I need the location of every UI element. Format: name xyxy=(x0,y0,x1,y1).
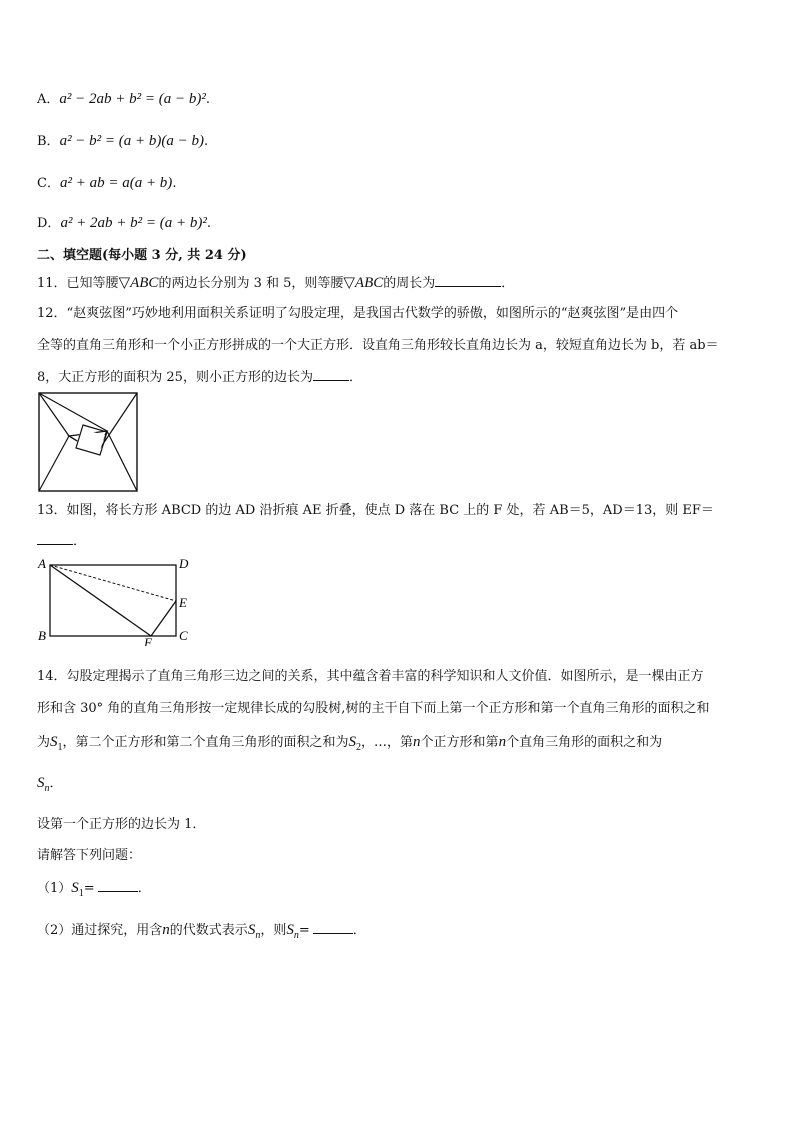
answer-blank[interactable] xyxy=(435,274,501,287)
answer-blank[interactable] xyxy=(313,921,353,934)
option-c: C．a² + ab = a(a + b). xyxy=(37,175,177,191)
label-a: A xyxy=(38,556,46,571)
segment-fe xyxy=(151,601,176,636)
question-14-line-3: 为$S_1$，第二个正方形和第二个直角三角形的面积之和为$S_2$，…，第n个正方形和第n个直角三角形的面积之和为 xyxy=(37,734,663,753)
label-c: C xyxy=(179,628,188,643)
question-13-line-2: ． xyxy=(37,530,86,549)
label-b: B xyxy=(38,628,46,643)
triangle-abc: ▽ABC xyxy=(118,275,159,291)
symbol-sn: $S_n$ xyxy=(37,775,50,794)
triangle-edge xyxy=(107,431,137,491)
question-14-line-1: 14．勾股定理揭示了直角三角形三边之间的关系，其中蕴含着丰富的科学知识和人文价值．如图所示，是一棵由正方 xyxy=(37,669,704,684)
question-14-given: 设第一个正方形的边长为 1． xyxy=(37,817,206,832)
question-11: 11．已知等腰▽ABC的两边长分别为 3 和 5，则等腰▽ABC的周长为 ． xyxy=(37,275,515,291)
question-14-sn: $S_n$． xyxy=(37,775,63,794)
segment-af xyxy=(50,565,151,636)
question-12-line-2: 全等的直角三角形和一个小正方形拼成的一个大正方形．设直角三角形较长直角边长为 a，较短直角边长为 b，若 ab＝ xyxy=(37,338,719,353)
symbol-s1: $S_1$ xyxy=(71,880,84,899)
label-d: D xyxy=(179,556,189,571)
triangle-edge xyxy=(39,436,69,491)
answer-blank[interactable] xyxy=(37,532,73,545)
question-13-line-1: 13．如图，将长方形 ABCD 的边 AD 沿折痕 AE 折叠，使点 D 落在 BC 上的 F 处，若 AB＝5，AD＝13，则 EF＝ xyxy=(37,503,714,518)
section-title: 二、填空题(每小题 3 分, 共 24 分) xyxy=(37,248,247,263)
answer-blank[interactable] xyxy=(98,879,138,892)
question-12-line-3: 8，大正方形的面积为 25，则小正方形的边长为 ． xyxy=(37,370,362,385)
option-d-expr: a² + 2ab + b² = (a + b)² xyxy=(60,215,207,231)
option-c-expr: a² + ab = a(a + b) xyxy=(59,175,173,191)
symbol-sn: $S_n$ xyxy=(247,922,261,941)
question-12-line-1: 12．“赵爽弦图”巧妙地利用面积关系证明了勾股定理，是我国古代数学的骄傲，如图所示的“赵爽弦图”是由四个 xyxy=(37,306,679,321)
rectangle-fold-diagram xyxy=(35,554,195,646)
zhao-shuang-diagram xyxy=(37,391,139,493)
label-f: F xyxy=(144,635,152,646)
symbol-s2: $S_2$ xyxy=(348,734,362,753)
symbol-sn: $S_n$ xyxy=(286,922,299,941)
option-a: A．a² − 2ab + b² = (a − b)². xyxy=(37,91,211,107)
question-14-part-1: $(1)S_1=$ ． xyxy=(37,880,151,899)
question-14-ask: 请解答下列问题： xyxy=(37,848,142,863)
option-b-expr: a² − b² = (a + b)(a − b) xyxy=(59,133,205,149)
option-a-expr: a² − 2ab + b² = (a − b)² xyxy=(59,91,206,107)
option-d: D．a² + 2ab + b² = (a + b)². xyxy=(37,215,212,231)
option-b: B．a² − b² = (a + b)(a − b). xyxy=(37,133,209,149)
question-14-part-2: （2）通过探究，用含n的代数式表示$S_n$，则$S_n=$ ． xyxy=(37,922,366,941)
symbol-s1: $S_1$ xyxy=(50,734,63,753)
fold-line-ae xyxy=(50,565,176,601)
symbol-n: n xyxy=(413,734,421,750)
symbol-n: n xyxy=(498,734,507,750)
label-e: E xyxy=(179,595,187,610)
question-14-line-2: 形和含 30° 角的直角三角形按一定规律长成的勾股树,树的主干自下而上第一个正方形和第一个直角三角形的面积之和 xyxy=(37,701,710,716)
answer-blank[interactable] xyxy=(313,368,349,381)
symbol-n: n xyxy=(162,922,170,938)
rectangle-abcd xyxy=(50,565,176,636)
triangle-abc: ▽ABC xyxy=(343,275,384,291)
